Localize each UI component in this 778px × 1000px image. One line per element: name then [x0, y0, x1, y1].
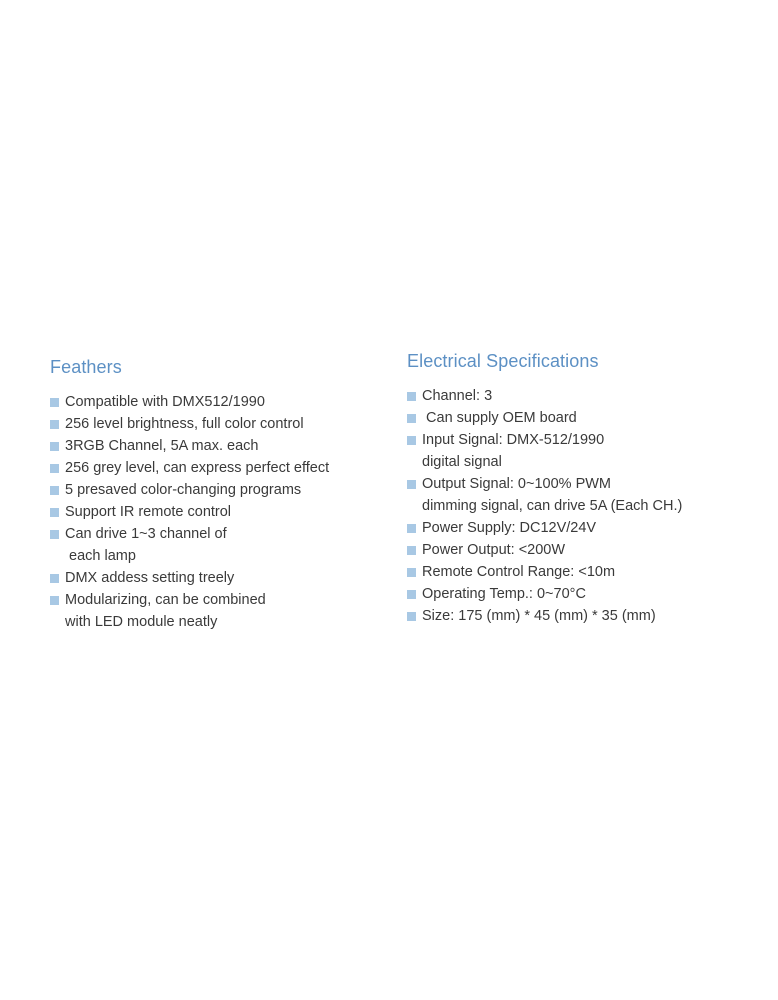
square-bullet-icon [407, 546, 416, 555]
square-bullet-icon [50, 464, 59, 473]
list-item-text: DMX addess setting treely [65, 570, 235, 586]
specs-list [407, 385, 747, 627]
square-bullet-icon [407, 612, 416, 621]
list-item [50, 501, 380, 523]
list-item [50, 523, 380, 567]
list-item [407, 517, 747, 539]
list-item [407, 407, 747, 429]
list-item-text: 5 presaved color-changing programs [65, 482, 302, 498]
list-item [407, 539, 747, 561]
square-bullet-icon [407, 590, 416, 599]
list-item-text: Can drive 1~3 channel of [65, 526, 227, 542]
list-item-text: Input Signal: DMX-512/1990 [422, 432, 605, 448]
list-item-text: Power Output: <200W [422, 542, 566, 558]
square-bullet-icon [50, 442, 59, 451]
list-item-text-continued: with LED module neatly [65, 614, 218, 630]
square-bullet-icon [407, 480, 416, 489]
list-item-text: Channel: 3 [422, 388, 493, 404]
features-section [50, 355, 380, 633]
list-item [407, 583, 747, 605]
square-bullet-icon [407, 436, 416, 445]
list-item [50, 567, 380, 589]
list-item [407, 605, 747, 627]
list-item-text: Compatible with DMX512/1990 [65, 394, 265, 410]
list-item-text: Support IR remote control [65, 504, 232, 520]
square-bullet-icon [50, 508, 59, 517]
square-bullet-icon [407, 524, 416, 533]
square-bullet-icon [50, 398, 59, 407]
features-list [50, 391, 380, 633]
list-item [50, 457, 380, 479]
specs-heading: Electrical Specifications [407, 351, 599, 371]
list-item-text-continued: dimming signal, can drive 5A (Each CH.) [422, 498, 683, 514]
list-item-text-continued: digital signal [422, 454, 502, 470]
list-item [407, 429, 747, 473]
list-item [50, 413, 380, 435]
square-bullet-icon [50, 574, 59, 583]
features-heading: Feathers [50, 357, 122, 377]
square-bullet-icon [50, 420, 59, 429]
list-item [50, 435, 380, 457]
list-item [50, 589, 380, 633]
square-bullet-icon [50, 530, 59, 539]
list-item-text: Operating Temp.: 0~70°C [422, 586, 586, 602]
list-item-text-continued: each lamp [65, 548, 136, 564]
list-item-text: Power Supply: DC12V/24V [422, 520, 597, 536]
square-bullet-icon [407, 568, 416, 577]
list-item-text: Remote Control Range: <10m [422, 564, 616, 580]
list-item-text: 256 level brightness, full color control [65, 416, 304, 432]
list-item [407, 473, 747, 517]
square-bullet-icon [50, 486, 59, 495]
list-item-text: 3RGB Channel, 5A max. each [65, 438, 259, 454]
list-item-text: Output Signal: 0~100% PWM [422, 476, 612, 492]
list-item-text: Size: 175 (mm) * 45 (mm) * 35 (mm) [422, 608, 656, 624]
list-item-text: Modularizing, can be combined [65, 592, 266, 608]
square-bullet-icon [407, 392, 416, 401]
list-item [50, 391, 380, 413]
list-item-text: Can supply OEM board [422, 410, 577, 426]
list-item [50, 479, 380, 501]
specs-section [407, 351, 747, 627]
square-bullet-icon [407, 414, 416, 423]
list-item-text: 256 grey level, can express perfect effect [65, 460, 330, 476]
list-item [407, 385, 747, 407]
list-item [407, 561, 747, 583]
square-bullet-icon [50, 596, 59, 605]
